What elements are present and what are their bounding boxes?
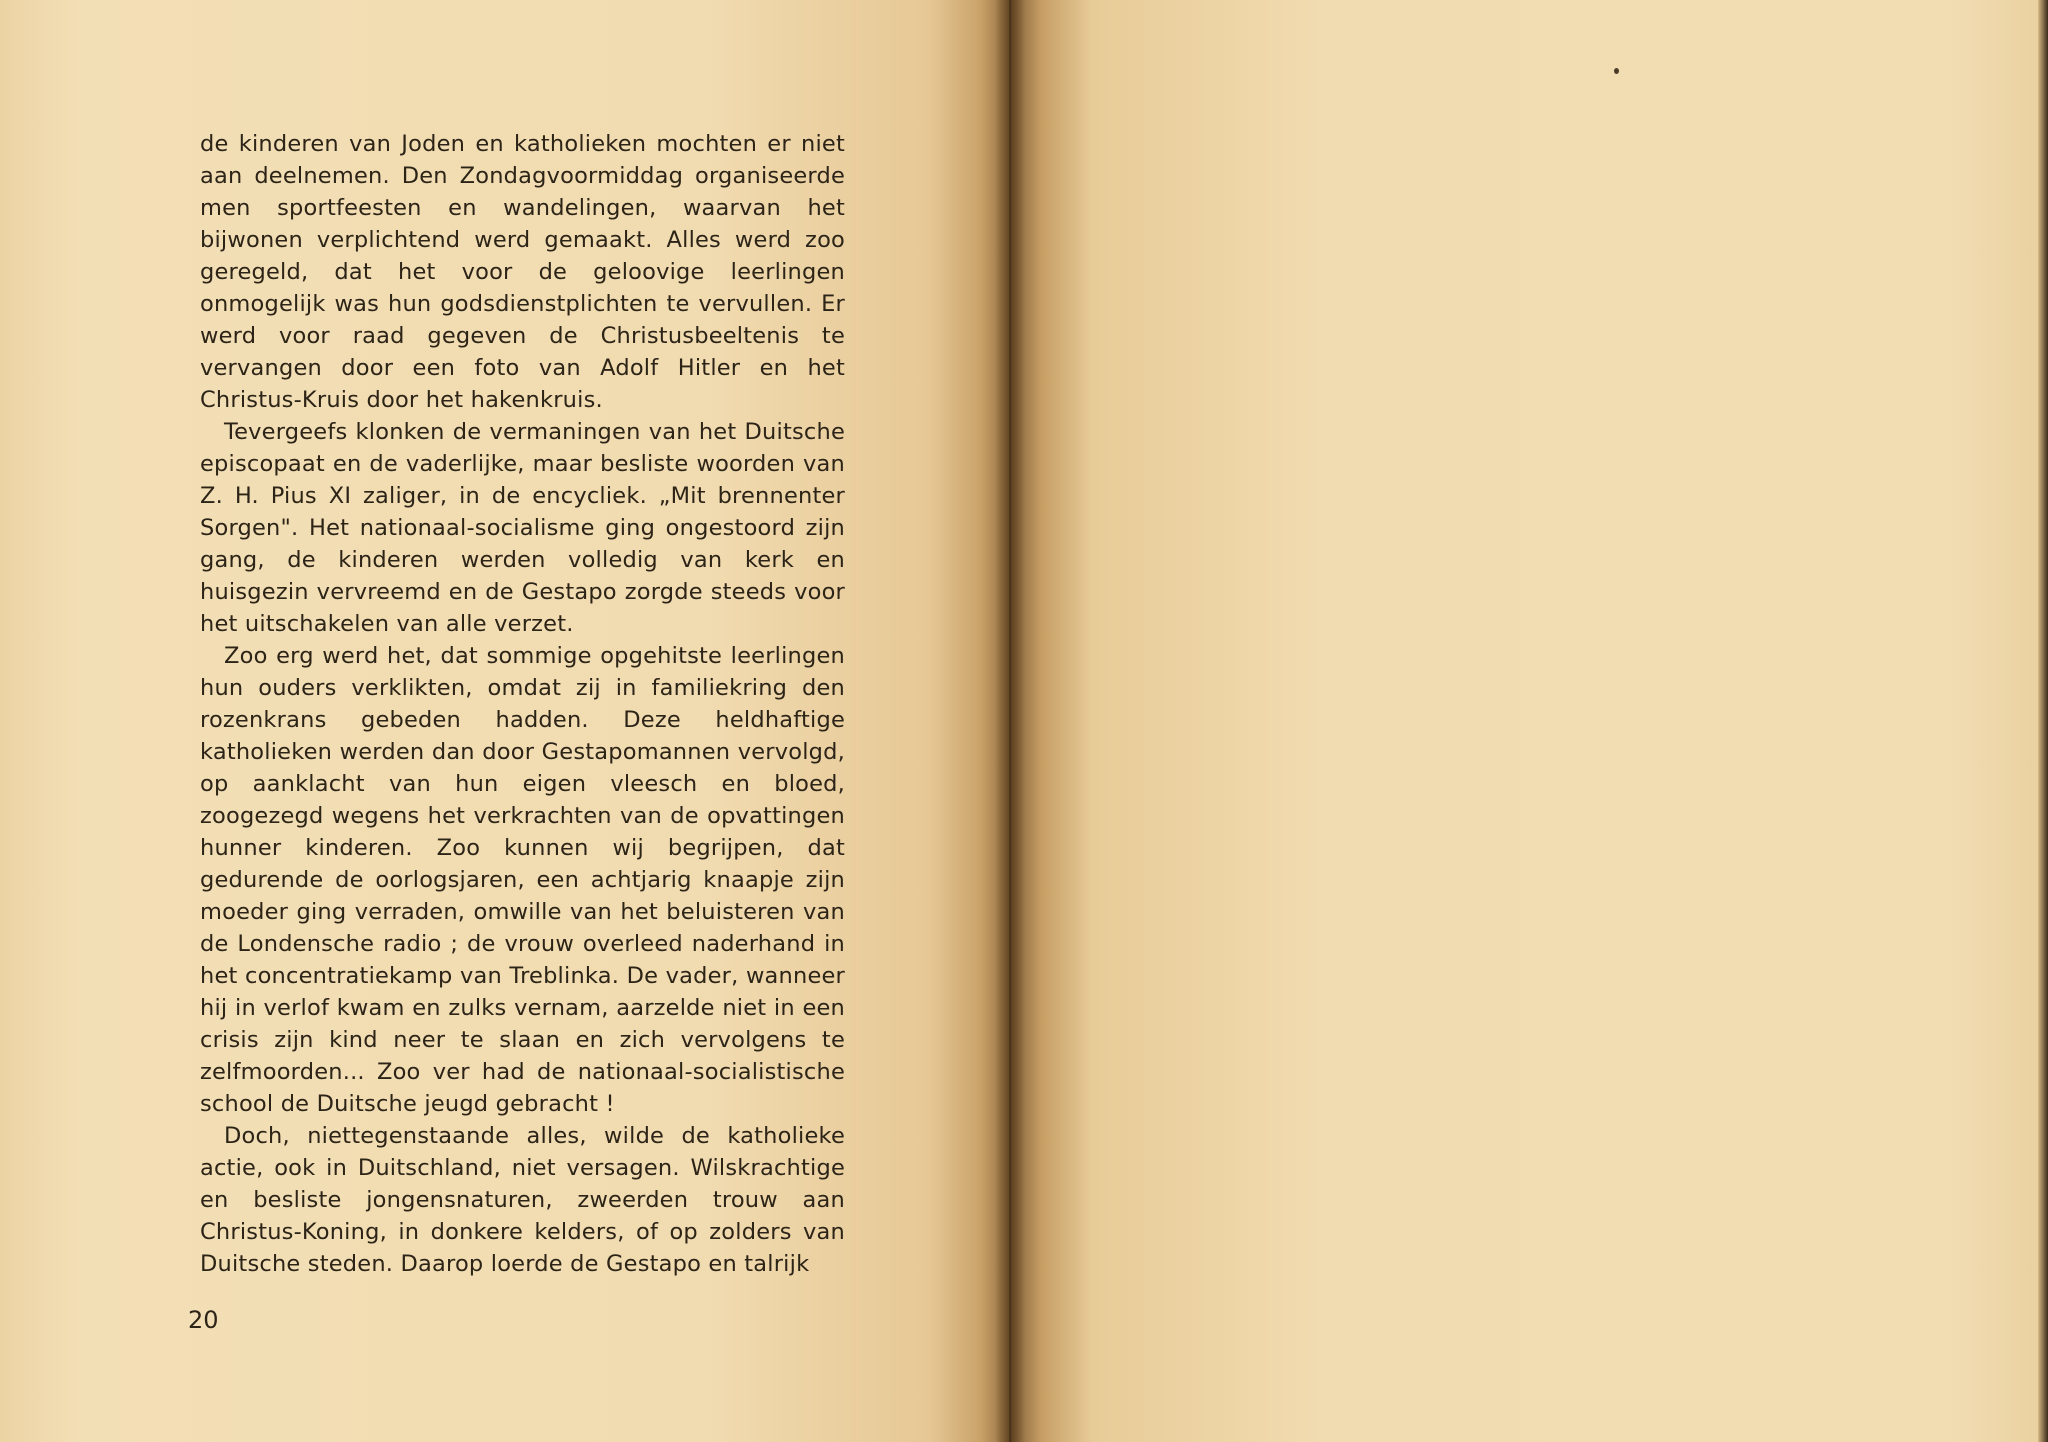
paragraph: de kinderen van Joden en katholieken mochten er niet aan deelnemen. Den Zondagvoormiddag organiseerde men sportfeesten en wandelingen, waarvan het bijwonen verplichtend werd gemaakt. Alles werd zoo geregeld, dat het voor de geloovige leerlingen onmogelijk was hun godsdienstplichten te vervullen. Er werd voor raad gegeven de Christusbeeltenis te vervangen door een foto van Adolf Hitler en het Christus-Kruis door het hakenkruis.: [200, 131, 845, 413]
left-page-text: [200, 128, 845, 1280]
book-gutter: [995, 0, 1025, 1442]
ink-speck: [1614, 68, 1619, 74]
paragraph: Doch, niettegenstaande alles, wilde de katholieke actie, ook in Duitschland, niet versagen. Wilskrachtige en besliste jongensnaturen, zweerden trouw aan Christus-Koning, in donkere kelders, of op zolders van Duitsche steden. Daarop loerde de Gestapo en talrijk: [200, 1123, 845, 1277]
left-page: [0, 0, 1010, 1442]
right-page: [1010, 0, 2048, 1442]
page-edge: [2038, 0, 2048, 1442]
paragraph: Zoo erg werd het, dat sommige opgehitste leerlingen hun ouders verklikten, omdat zij in familiekring den rozenkrans gebeden hadden. Deze heldhaftige katholieken werden dan door Gestapomannen vervolgd, op aanklacht van hun eigen vleesch en bloed, zoogezegd wegens het verkrachten van de opvattingen hunner kinderen. Zoo kunnen wij begrijpen, dat gedurende de oorlogsjaren, een achtjarig knaapje zijn moeder ging verraden, omwille van het beluisteren van de Londensche radio ; de vrouw overleed naderhand in het concentratiekamp van Treblinka. De vader, wanneer hij in verlof kwam en zulks vernam, aarzelde niet in een crisis zijn kind neer te slaan en zich vervolgens te zelfmoorden... Zoo ver had de nationaal-socialistische school de Duitsche jeugd gebracht !: [200, 643, 845, 1117]
page-number-left: 20: [188, 1306, 219, 1334]
paragraph: Tevergeefs klonken de vermaningen van het Duitsche episcopaat en de vaderlijke, maar besliste woorden van Z. H. Pius XI zaliger, in de encycliek. „Mit brennenter Sorgen". Het nationaal-socialisme ging ongestoord zijn gang, de kinderen werden volledig van kerk en huisgezin vervreemd en de Gestapo zorgde steeds voor het uitschakelen van alle verzet.: [200, 419, 845, 637]
